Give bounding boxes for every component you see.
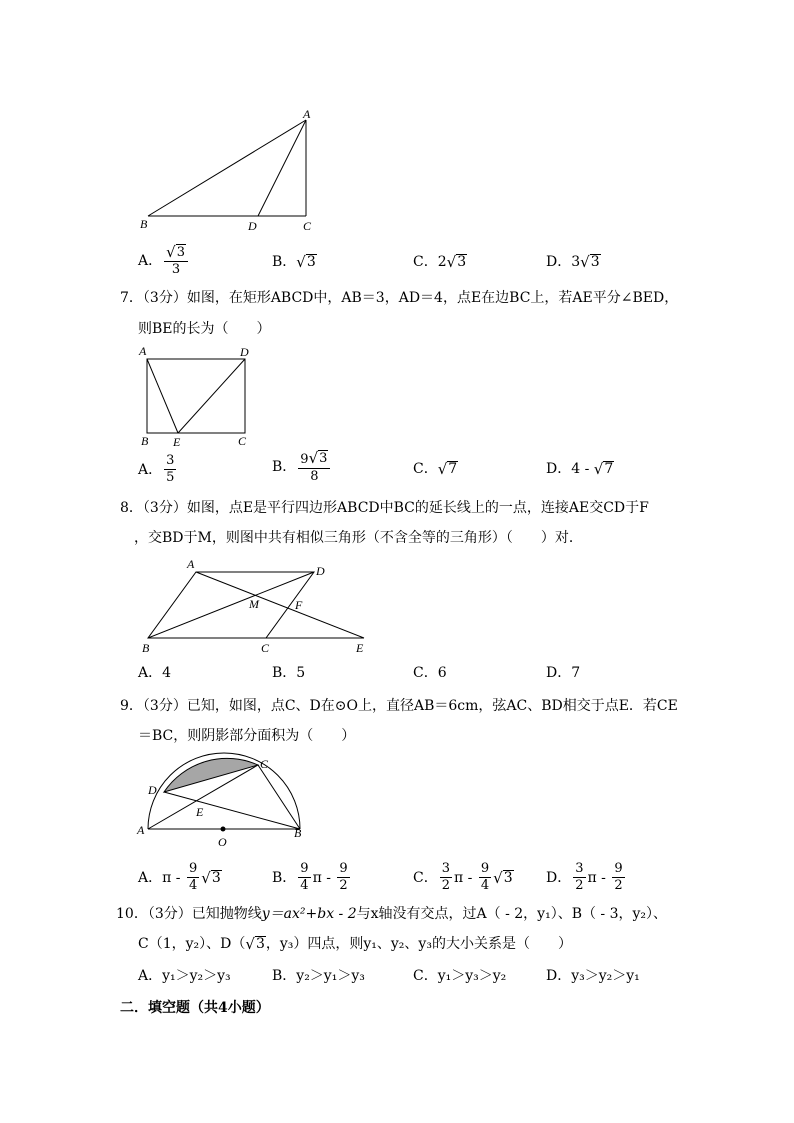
q10-option-c: C．y₁＞y₃＞y₂ [413,968,507,984]
option-letter: C． [413,869,438,886]
option-letter: B． [272,869,297,886]
q7-option-a: A． $\frac{3}{5}$ [138,453,175,485]
q7-label-c: C [238,434,247,448]
q7-rectangle [147,359,245,433]
q9-text-line1: 9．（3分）已知，如图，点C、D在⊙O上，直径AB＝6cm，弦AC、BD相交于点E．若CE [120,698,678,714]
q10-option-b: B．y₂＞y₁＞y₃ [272,968,365,984]
q7-option-c: C． √ 7 [413,460,458,478]
q8-text-line2: ，交BD于M，则图中共有相似三角形（不含全等的三角形）（ ）对． [134,530,583,546]
q9-center-point [221,827,226,832]
q8-option-b: B．5 [272,665,306,681]
q6-option-c: C． 2 √ 3 [413,253,467,271]
q10-option-a: A．y₁＞y₂＞y₃ [138,968,231,984]
option-letter: D． [546,869,572,886]
q6-figure [140,106,330,236]
q6-label-c: C [303,219,312,233]
option-letter: B． [272,459,297,475]
q7-segment-de [178,359,245,433]
option-letter: A． [138,461,163,478]
option-letter: A． [138,869,163,886]
q7-option-d: D． 4 - √ 7 [546,460,614,478]
q9-option-c: C． $\frac{3}{2}$ π - $\frac{9}{4}$ √ 3 [413,861,513,893]
q9-label-e: E [196,805,204,819]
q9-label-d: D [148,783,157,797]
q8-label-c: C [261,641,270,655]
q8-option-d: D．7 [546,665,581,681]
q10-text-line2: C（1，y₂）、D（ √ 3 ，y₃）四点，则y₁、y₂、y₃的大小关系是（ ） [138,935,572,953]
q8-segment-ae [196,572,364,638]
q8-label-m: M [249,597,259,611]
q7-figure [136,342,266,452]
q6-option-a [138,244,190,277]
q7-label-a: A [139,344,147,358]
q7-text-line1: 7．（3分）如图，在矩形ABCD中，AB＝3，AD＝4，点E在边BC上，若AE平分∠BED， [120,290,679,306]
q6-option-b: B． √ 3 [272,253,316,271]
q6-option-d: D． 3 √ 3 [546,253,600,271]
q8-label-d: D [316,564,325,578]
q9-label-b: B [294,826,302,840]
q9-shaded-segment [164,758,258,792]
q7-segment-ae [147,359,178,433]
q7-text-line2: 则BE的长为（ ） [138,321,271,337]
q10-option-d: D．y₃＞y₂＞y₁ [546,968,640,984]
q8-option-a: A．4 [138,665,172,681]
q8-label-b: B [142,641,150,655]
q8-text-line1: 8．（3分）如图，点E是平行四边形ABCD中BC的延长线上的一点，连接AE交CD于F [120,500,649,516]
q7-label-d: D [240,345,249,359]
option-letter: A． [138,252,163,269]
option-letter: C． [413,254,438,270]
q10-text-line1: 10．（3分）已知抛物线y＝ax²+bx - 2与x轴没有交点，过A（ - 2，y₁）、B（ - 3，y₂）、 [116,906,668,922]
q9-text-line2: ＝BC，则阴影部分面积为（ ） [138,728,356,744]
q9-label-o: O [218,835,227,849]
q8-label-a: A [187,557,195,571]
option-letter: B． [272,254,297,270]
q9-option-a: A． π - $\frac{9}{4}$ √ 3 [138,861,221,893]
q6-label-d: D [248,219,257,233]
option-letter: D． [546,254,572,270]
q7-label-e: E [173,435,181,449]
q9-option-b: B． $\frac{9}{4}$ π - $\frac{9}{2}$ [272,861,348,893]
q8-segment-bd [148,572,314,638]
option-letter: D． [546,461,572,477]
section-heading-fill-in: 二．填空题（共4小题） [120,1000,270,1016]
q9-label-c: C [260,757,269,771]
q9-option-d: D． $\frac{3}{2}$ π - $\frac{9}{2}$ [546,861,623,893]
q8-label-e: E [356,641,364,655]
q8-figure [136,556,376,660]
q6-label-a: A [303,107,311,121]
q9-label-a: A [137,823,145,837]
q6-label-b: B [140,217,148,231]
q8-label-f: F [295,598,303,612]
option-letter: C． [413,461,438,477]
q8-option-c: C．6 [413,665,447,681]
q9-figure [136,752,316,852]
q7-option-b: B． 9 √ 3 8 [272,450,332,484]
fraction: √ 3 3 [164,244,188,277]
q7-label-b: B [141,434,149,448]
